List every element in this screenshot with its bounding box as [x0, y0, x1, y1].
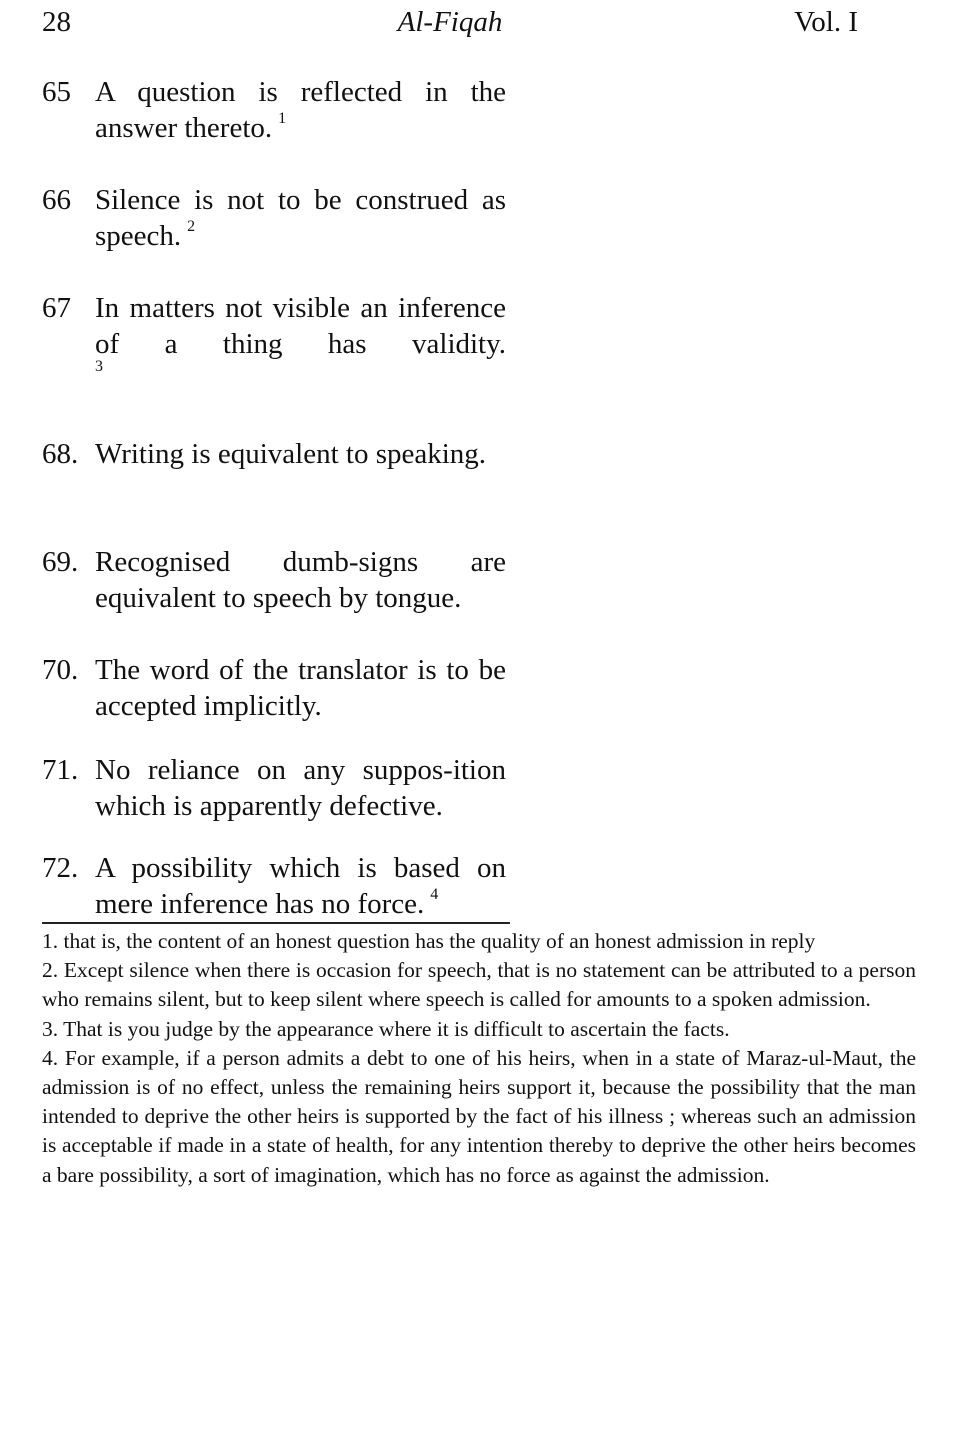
- maxim-text-content: A possibility which is based on mere inference has no force.: [95, 852, 506, 920]
- maxim-number: 68.: [42, 438, 79, 470]
- maxim-67: [42, 290, 506, 376]
- volume-label: Vol. I: [794, 6, 858, 38]
- footnote-4: 4. For example, if a person admits a debt to one of his heirs, when in a state of Maraz-ul-Maut, the admission is of no effect, unless the remaining heirs support it, because the possibility that the man intended to deprive the other heirs is supported by the fact of his illness ; whereas such an admission is acceptable if made in a state of health, for any intention thereby to deprive the other heirs becomes a bare possibility, a sort of imagination, which has no force as against the admission.: [42, 1045, 916, 1187]
- maxim-text: In matters not visible an inference of a thing has validity.: [95, 292, 506, 360]
- maxim-number: 67: [42, 292, 71, 324]
- maxim-text: [95, 182, 506, 259]
- maxim-text: [95, 74, 506, 151]
- footnote-ref: 1: [278, 110, 287, 127]
- maxim-71: [42, 752, 506, 824]
- maxim-65: [42, 74, 506, 151]
- maxim-text: [95, 850, 506, 927]
- maxim-text: The word of the translator is to be accepted implicitly.: [95, 654, 506, 722]
- maxim-72: [42, 850, 506, 927]
- footnote-1: 1. that is, the content of an honest question has the quality of an honest admission in reply: [42, 929, 816, 953]
- maxim-number: 72.: [42, 852, 79, 884]
- maxim-70: [42, 652, 506, 724]
- maxim-number: 65: [42, 76, 71, 108]
- maxim-68: [42, 436, 506, 472]
- page-header: [42, 2, 858, 42]
- maxim-text-content: Silence is not to be construed as speech.: [95, 184, 506, 252]
- maxim-text-content: A question is reflected in the answer thereto.: [95, 76, 506, 144]
- running-title: Al-Fiqah: [397, 6, 503, 38]
- maxim-number: 66: [42, 184, 71, 216]
- maxim-number: 69.: [42, 546, 79, 578]
- page-number: 28: [42, 6, 71, 38]
- maxim-text: No reliance on any suppos-ition which is apparently defective.: [95, 754, 506, 822]
- maxim-number: 71.: [42, 754, 79, 786]
- footnotes: [42, 927, 916, 1190]
- maxim-66: [42, 182, 506, 259]
- maxim-number: 70.: [42, 654, 79, 686]
- footnote-ref: 3: [95, 358, 103, 375]
- maxim-text: Writing is equivalent to speaking.: [95, 438, 487, 470]
- maxim-69: [42, 544, 506, 616]
- footnote-3: 3. That is you judge by the appearance where it is difficult to ascertain the facts.: [42, 1016, 730, 1041]
- footnote-ref: 2: [187, 218, 196, 235]
- maxim-text: Recognised dumb-signs are equivalent to speech by tongue.: [95, 546, 506, 614]
- footnote-ref: 4: [430, 886, 439, 903]
- footnote-divider: [42, 922, 510, 924]
- footnote-2: 2. Except silence when there is occasion for speech, that is no statement can be attributed to a person who remains silent, but to keep silent where speech is called for amounts to a spoken admission.: [42, 958, 916, 1012]
